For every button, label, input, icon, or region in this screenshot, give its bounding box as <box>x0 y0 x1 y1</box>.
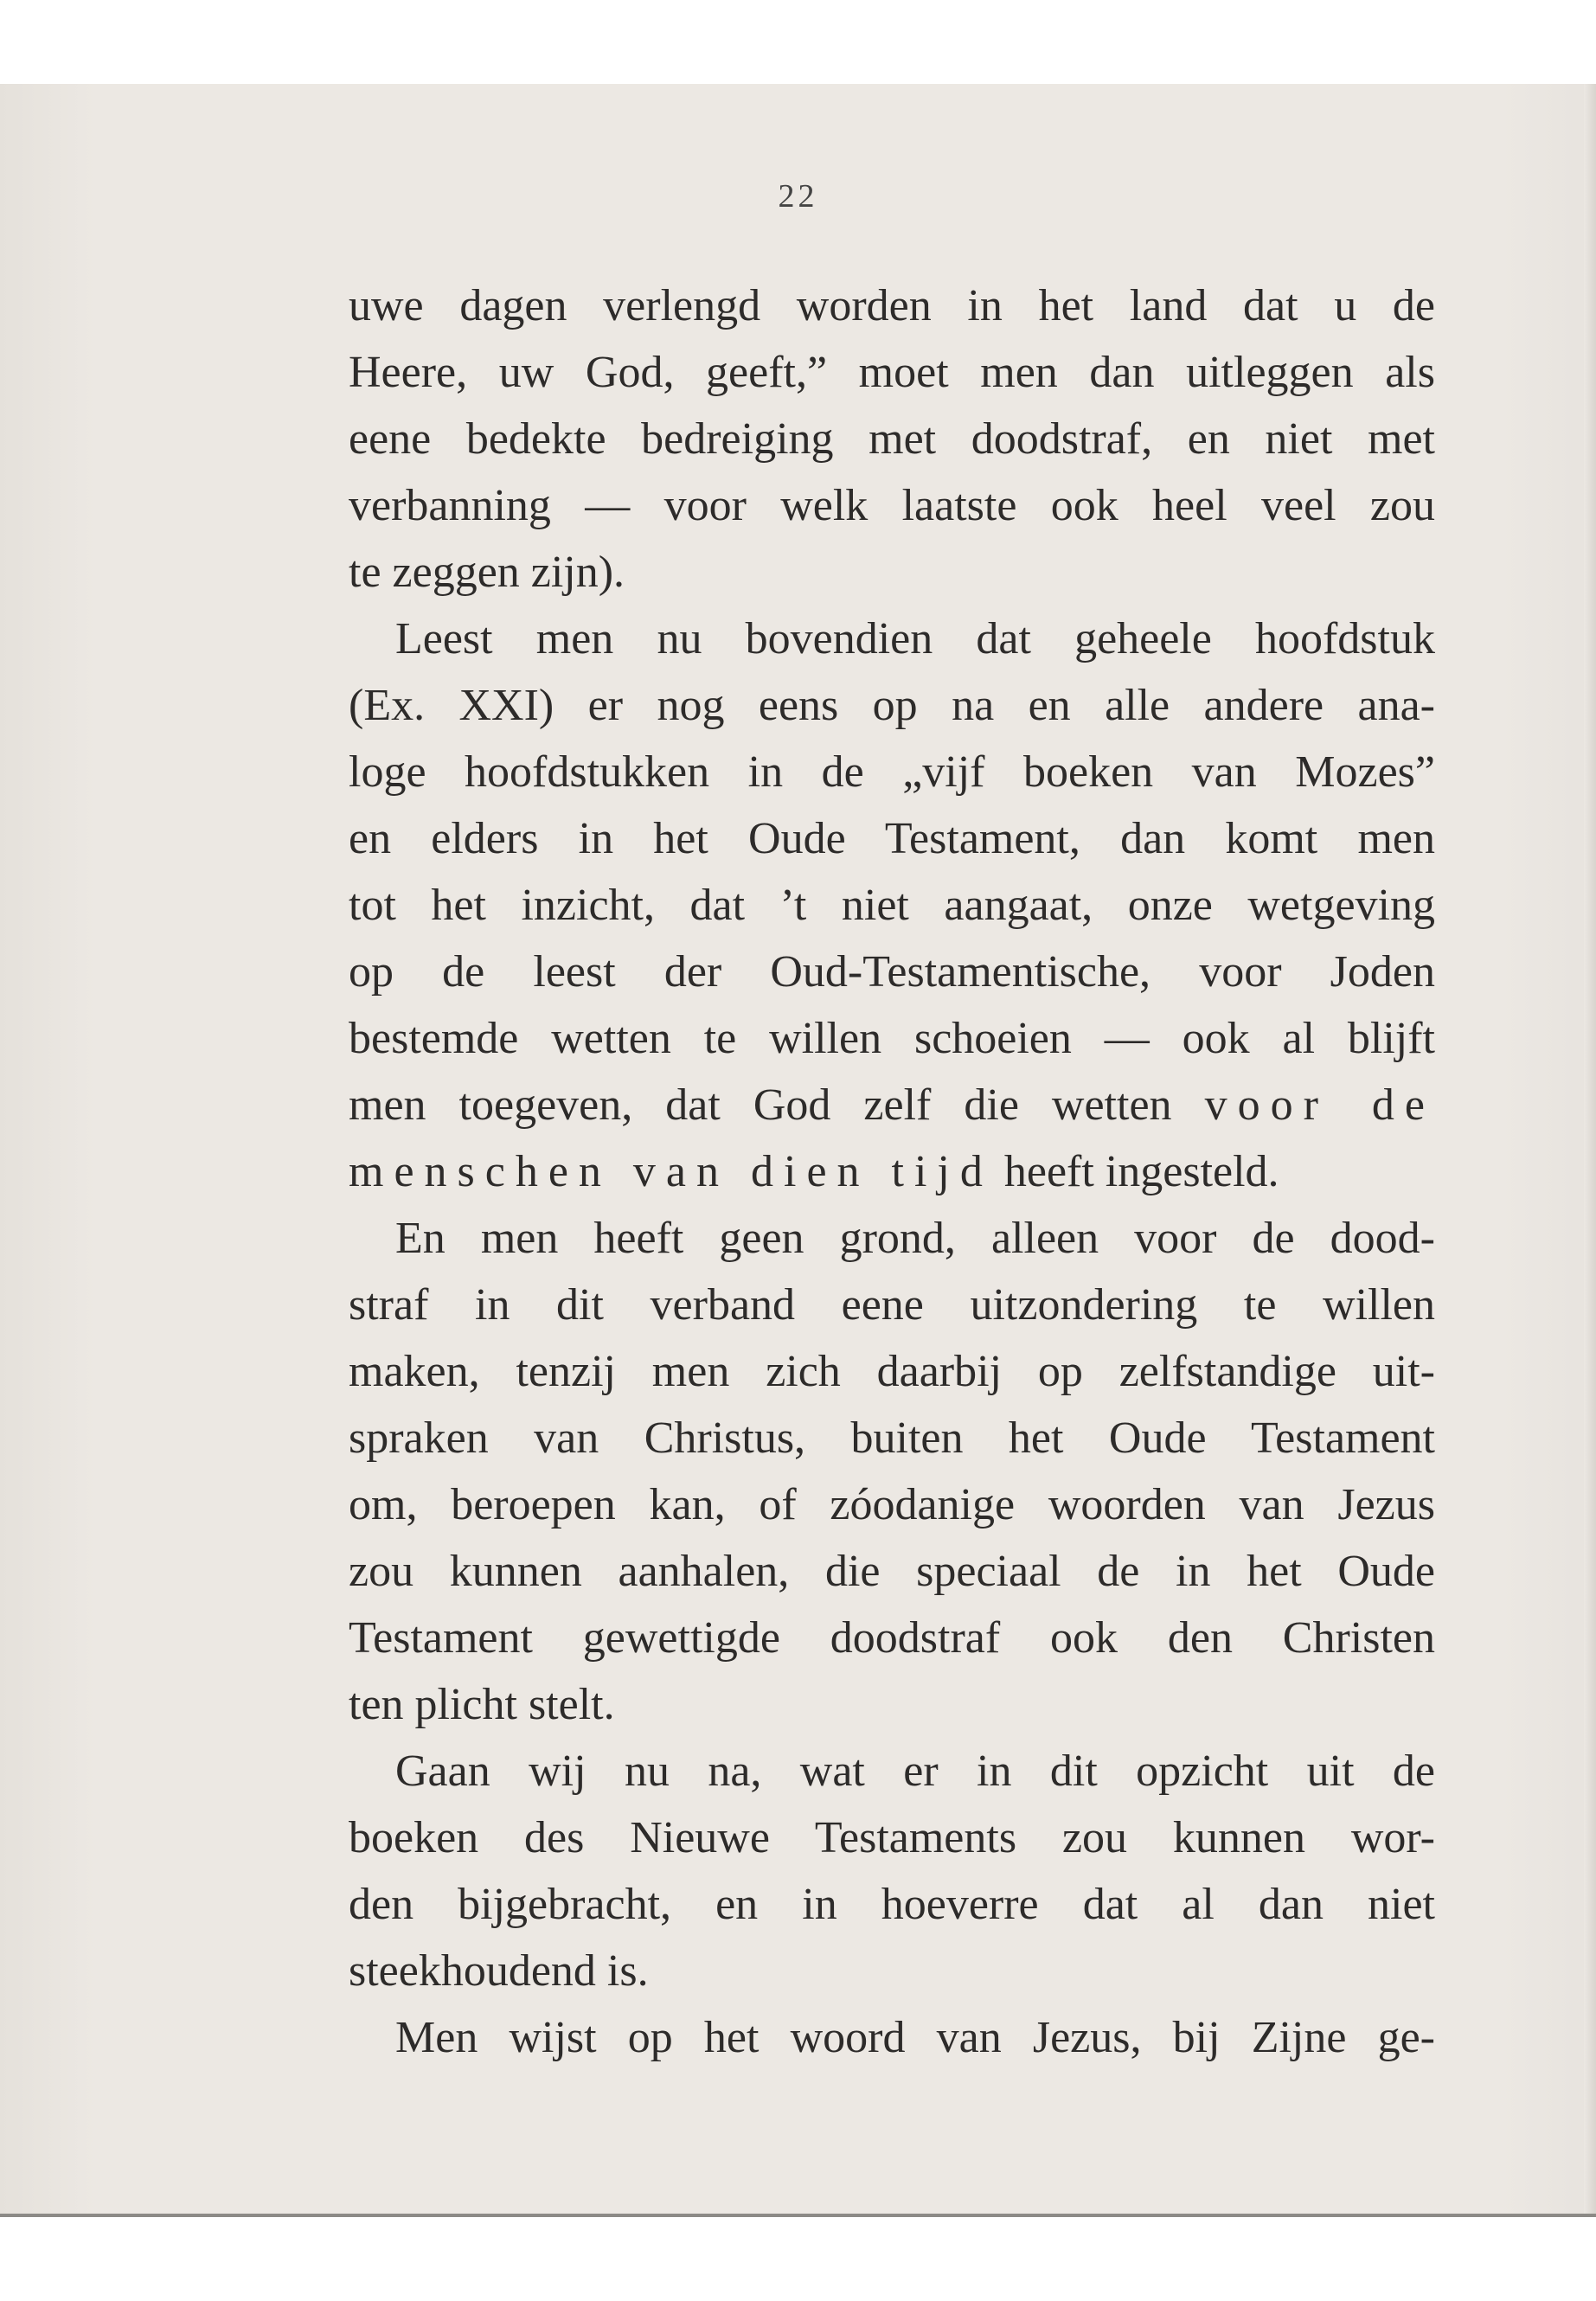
text-line: boeken des Nieuwe Testaments zou kunnen wor- <box>349 1813 1435 1862</box>
page-number: 22 <box>778 178 818 215</box>
text-line: Heere, uw God, geeft,” moet men dan uitleggen als <box>349 348 1435 397</box>
text-line: eene bedekte bedreiging met doodstraf, en niet met <box>349 414 1435 464</box>
text-line: Leest men nu bovendien dat geheele hoofdstuk <box>395 614 1435 663</box>
text-line: zou kunnen aanhalen, die speciaal de in het Oude <box>349 1547 1435 1596</box>
text-line: uwe dagen verlengd worden in het land dat u de <box>349 281 1435 330</box>
text-line: En men heeft geen grond, alleen voor de dood- <box>395 1214 1435 1263</box>
text-line: steekhoudend is. <box>349 1946 649 1996</box>
text-line: maken, tenzij men zich daarbij op zelfstandige uit- <box>349 1347 1435 1396</box>
text-line: Men wijst op het woord van Jezus, bij Zijne ge- <box>395 2013 1435 2062</box>
text-line: ten plicht stelt. <box>349 1680 615 1729</box>
text-line: Gaan wij nu na, wat er in dit opzicht uit de <box>395 1747 1435 1796</box>
page-edge-bottom <box>0 2214 1596 2217</box>
text-line: spraken van Christus, buiten het Oude Testament <box>349 1413 1435 1463</box>
page-edge-right <box>1584 84 1596 2217</box>
text-line: den bijgebracht, en in hoeverre dat al dan niet <box>349 1880 1435 1929</box>
book-page <box>0 84 1596 2217</box>
text-line <box>349 1138 1435 1205</box>
body-text <box>349 272 1435 2071</box>
text-line: en elders in het Oude Testament, dan komt men <box>349 814 1435 863</box>
line-text: men toegeven, dat God zelf die wetten <box>349 1080 1172 1130</box>
text-line: (Ex. XXI) er nog eens op na en alle andere ana- <box>349 681 1435 730</box>
spaced-emphasis: voor de <box>1204 1080 1435 1130</box>
text-line: op de leest der Oud-Testamentische, voor Joden <box>349 947 1435 997</box>
text-line: om, beroepen kan, of zóodanige woorden van Jezus <box>349 1480 1435 1529</box>
text-line: te zeggen zijn). <box>349 548 625 597</box>
text-line: verbanning — voor welk laatste ook heel veel zou <box>349 481 1435 530</box>
text-line <box>349 1072 1435 1138</box>
text-line: bestemde wetten te willen schoeien — ook al blijft <box>349 1014 1435 1063</box>
text-line: tot het inzicht, dat ’t niet aangaat, onze wetgeving <box>349 881 1435 930</box>
text-line: Testament gewettigde doodstraf ook den Christen <box>349 1613 1435 1663</box>
text-line: straf in dit verband eene uitzondering te willen <box>349 1280 1435 1330</box>
line-text: heeft ingesteld. <box>1003 1147 1279 1196</box>
text-line: loge hoofdstukken in de „vijf boeken van Mozes” <box>349 747 1435 797</box>
spaced-emphasis: menschen van dien tijd <box>349 1147 993 1196</box>
